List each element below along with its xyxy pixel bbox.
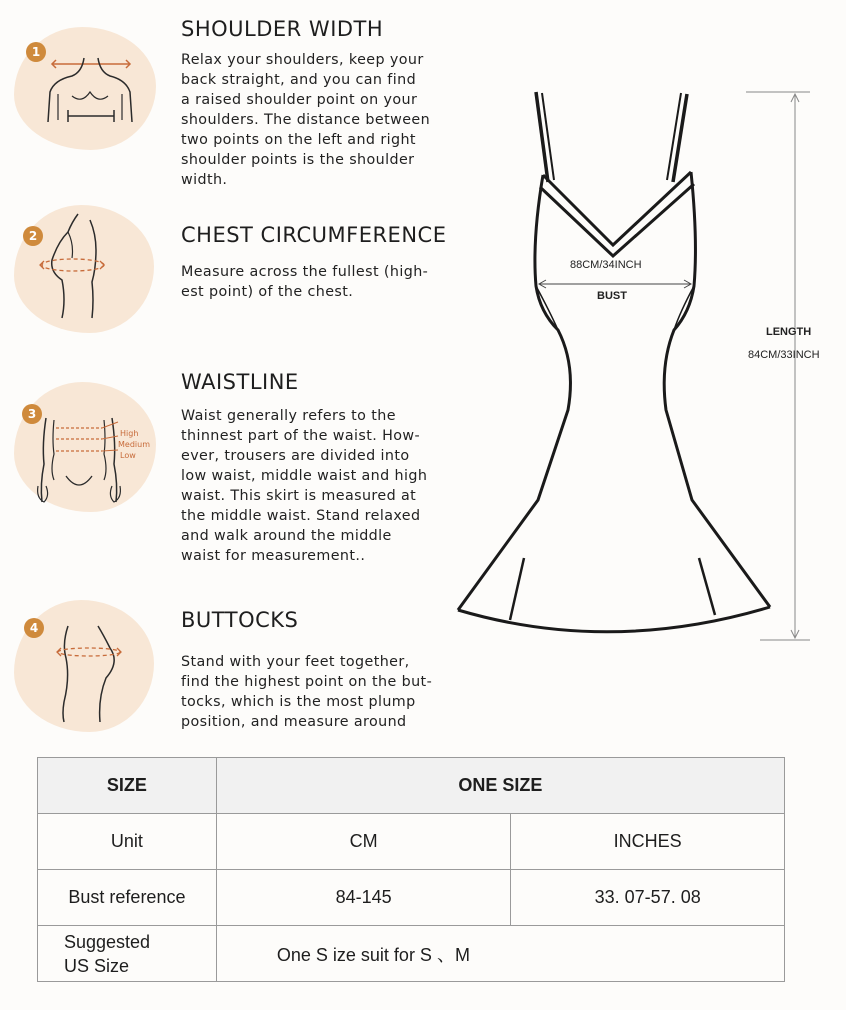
- waistline-title: WAISTLINE: [181, 370, 299, 394]
- length-measurement-value: 84CM/33INCH: [748, 349, 820, 361]
- us-size-label-line-1: Suggested: [64, 931, 151, 952]
- unit-row: [38, 814, 785, 870]
- waist-level-high: High: [120, 429, 139, 438]
- bust-measurement-value: 88CM/34INCH: [570, 259, 642, 271]
- bust-inches-cell: 33. 07-57. 08: [511, 870, 785, 926]
- length-label: LENGTH: [766, 326, 812, 338]
- buttocks-figure: [52, 622, 132, 724]
- waistline-text: Waist generally refers to the thinnest part of the waist. How- ever, trousers are divided into low waist, middle waist and high waist. This skirt is measured at the middle waist. Stand relaxed and walk around the middle waist for measurement..: [181, 408, 428, 564]
- one-size-header-cell: ONE SIZE: [216, 758, 784, 814]
- shoulder-width-figure: [40, 52, 140, 127]
- waist-level-medium: Medium: [118, 440, 150, 449]
- chest-circumference-text: Measure across the fullest (high- est point) of the chest.: [181, 264, 429, 300]
- unit-inches-cell: INCHES: [511, 814, 785, 870]
- size-header-cell: SIZE: [38, 758, 217, 814]
- chest-figure: [38, 210, 118, 322]
- unit-cm-cell: CM: [216, 814, 511, 870]
- us-size-label-line-2: US Size: [64, 955, 130, 976]
- step-1-badge: 1: [26, 42, 46, 62]
- waistline-figure: [32, 414, 127, 509]
- unit-label-cell: Unit: [38, 814, 217, 870]
- shoulder-width-title: SHOULDER WIDTH: [181, 17, 384, 41]
- us-size-value-cell: One S ize suit for S 、M: [216, 926, 784, 982]
- chest-circumference-title: CHEST CIRCUMFERENCE: [181, 223, 447, 247]
- step-3-badge: 3: [22, 404, 42, 424]
- bust-cm-cell: 84-145: [216, 870, 511, 926]
- step-4-badge: 4: [24, 618, 44, 638]
- step-2-badge: 2: [23, 226, 43, 246]
- waist-level-low: Low: [120, 451, 136, 460]
- us-size-label-cell: [38, 926, 217, 982]
- size-table: [37, 757, 785, 982]
- buttocks-title: BUTTOCKS: [181, 608, 299, 632]
- bust-reference-row: [38, 870, 785, 926]
- us-size-row: [38, 926, 785, 982]
- buttocks-text: Stand with your feet together, find the highest point on the but- tocks, which is the most plump position, and measure around: [181, 654, 433, 730]
- size-table-header-row: [38, 758, 785, 814]
- shoulder-width-text: Relax your shoulders, keep your back straight, and you can find a raised shoulder point on your shoulders. The distance between two points on the left and right shoulder points is the shoulder width.: [181, 52, 431, 188]
- bust-reference-label-cell: Bust reference: [38, 870, 217, 926]
- dress-diagram: [440, 80, 840, 650]
- bust-label: BUST: [597, 290, 627, 302]
